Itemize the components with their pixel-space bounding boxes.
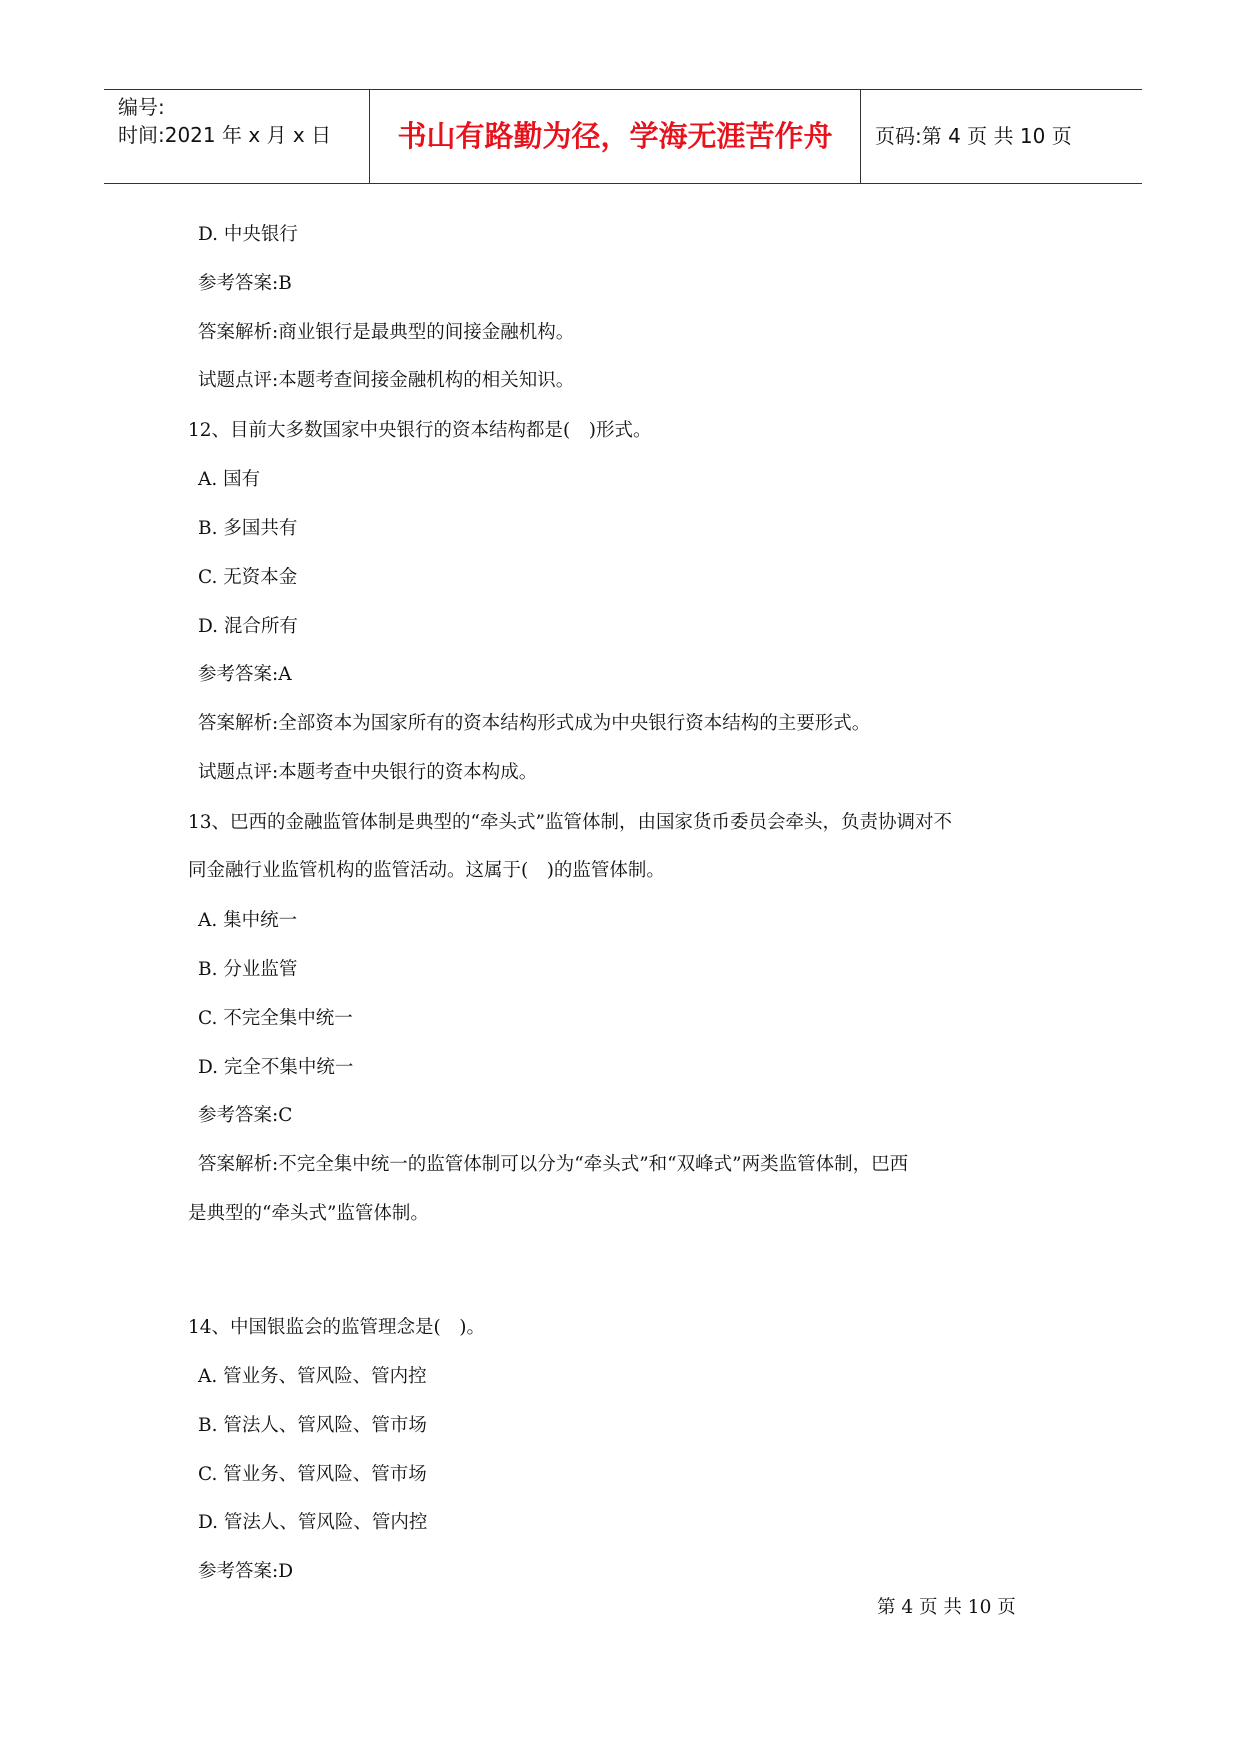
comment-line: 试题点评:本题考查间接金融机构的相关知识。 [198,370,575,391]
option-line: D. 管法人、管风险、管内控 [198,1512,428,1533]
number-label: 编号: [118,95,165,119]
header-page-cell [861,90,1142,183]
answer-line: 参考答案:D [198,1561,294,1582]
page-footer: 第 4 页 共 10 页 [877,1597,1016,1618]
question-line: 13、巴西的金融监管体制是典型的“牵头式”监管体制，由国家货币委员会牵头，负责协调对不 [188,812,952,833]
option-line: C. 不完全集中统一 [198,1008,353,1029]
option-line: B. 多国共有 [198,518,298,539]
comment-line: 试题点评:本题考查中央银行的资本构成。 [198,762,538,783]
option-line: D. 混合所有 [198,616,298,637]
question-line: 12、目前大多数国家中央银行的资本结构都是( )形式。 [188,420,652,441]
explanation-line: 答案解析:商业银行是最典型的间接金融机构。 [198,322,575,343]
option-line: B. 分业监管 [198,959,298,980]
explanation-line: 答案解析:不完全集中统一的监管体制可以分为“牵头式”和“双峰式”两类监管体制，巴西 [198,1154,909,1175]
question-line: 同金融行业监管机构的监管活动。这属于( )的监管体制。 [188,860,665,881]
option-line: C. 无资本金 [198,567,298,588]
explanation-line: 是典型的“牵头式”监管体制。 [188,1203,429,1224]
explanation-line: 答案解析:全部资本为国家所有的资本结构形式成为中央银行资本结构的主要形式。 [198,713,871,734]
header-meta-cell [104,90,370,183]
motto: 书山有路勤为径，学海无涯苦作舟 [397,119,833,153]
option-line: A. 集中统一 [198,910,298,931]
option-line: D. 中央银行 [198,224,298,245]
option-line: C. 管业务、管风险、管市场 [198,1464,427,1485]
option-line: A. 国有 [198,469,261,490]
option-line: D. 完全不集中统一 [198,1057,354,1078]
question-line: 14、中国银监会的监管理念是( )。 [188,1317,485,1338]
time-label: 时间:2021 年 x 月 x 日 [118,123,332,147]
answer-line: 参考答案:C [198,1105,293,1126]
page-label: 页码:第 4 页 共 10 页 [875,124,1072,148]
header-motto-cell [370,90,861,183]
answer-line: 参考答案:A [198,664,292,685]
document-header [104,89,1142,184]
option-line: A. 管业务、管风险、管内控 [198,1366,427,1387]
option-line: B. 管法人、管风险、管市场 [198,1415,427,1436]
answer-line: 参考答案:B [198,273,292,294]
